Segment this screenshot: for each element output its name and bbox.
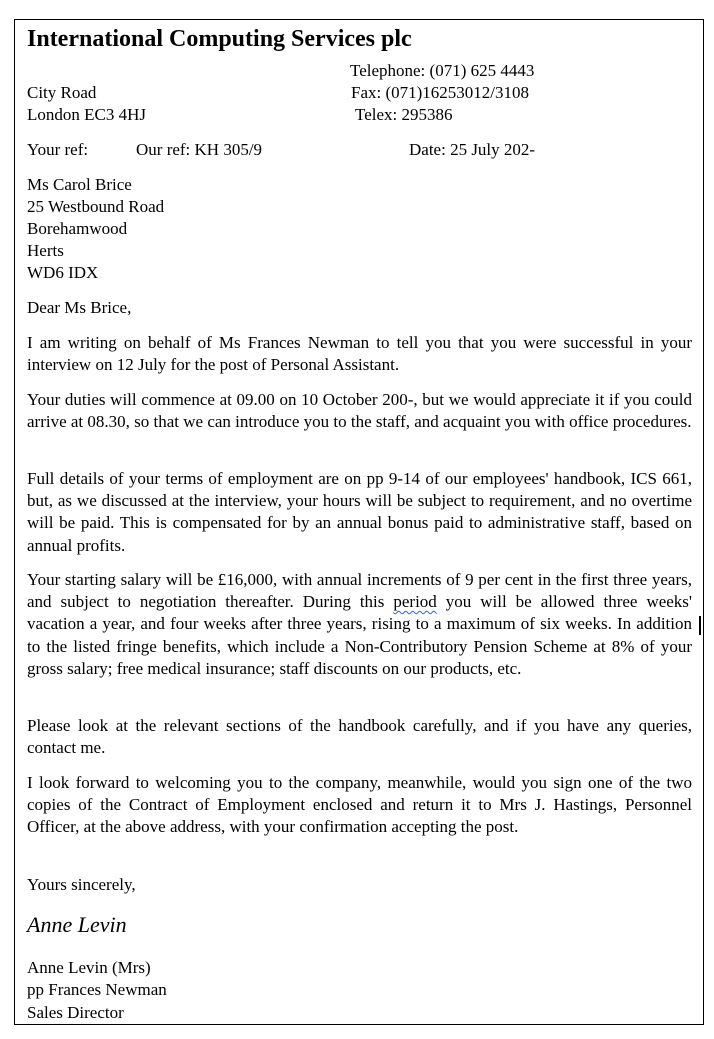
signature: Anne Levin <box>27 912 127 937</box>
paragraph-5: Please look at the relevant sections of the handbook carefully, and if you have any queries, contact me. <box>27 716 692 758</box>
paragraph-1: I am writing on behalf of Ms Frances Newman to tell you that you were successful in your interview on 12 July for the post of Personal Assistant. <box>27 333 692 375</box>
recipient-street: 25 Westbound Road <box>27 197 165 216</box>
paragraph-4-end: you will be allowed three weeks' vacation a year, and four weeks after three years, rising to a maximum of six weeks. In addition to the listed fringe benefits, which include a Non-Contributory Pension Scheme at 8% of your gross salary; free medical insurance; staff discounts on our products, etc. <box>27 592 692 678</box>
telex: Telex: 295386 <box>355 105 453 124</box>
paragraph-3: Full details of your terms of employment are on pp 9-14 of our employees' handbook, ICS 661, but, as we discussed at the interview, your hours will be subject to requirement, and no overtime will be paid. This is compensated for by an annual bonus paid to administrative staff, based on annual profits. <box>27 469 692 555</box>
fax: Fax: (071)16253012/3108 <box>351 83 530 102</box>
letter-page <box>14 19 704 1025</box>
our-ref: Our ref: KH 305/9 <box>136 140 263 159</box>
signatory-title: Sales Director <box>27 1003 124 1022</box>
company-name: International Computing Services plc <box>27 26 412 52</box>
text-cursor <box>699 616 701 635</box>
paragraph-6: I look forward to welcoming you to the company, meanwhile, would you sign one of the two copies of the Contract of Employment enclosed and return it to Mrs J. Hastings, Personnel Officer, at the above address, with your confirmation accepting the post. <box>27 773 692 837</box>
paragraph-4-start: Your starting salary will be £16,000, with annual increments of 9 per cent in the first three years, and subject to negotiation thereafter. During this <box>27 570 692 612</box>
recipient-town: Borehamwood <box>27 219 128 238</box>
address-city: London EC3 4HJ <box>27 105 146 124</box>
spelling-flag-word[interactable]: period <box>393 592 437 612</box>
recipient-postcode: WD6 IDX <box>27 263 99 282</box>
recipient-county: Herts <box>27 241 64 260</box>
recipient-name: Ms Carol Brice <box>27 175 132 194</box>
closing: Yours sincerely, <box>27 875 136 894</box>
your-ref: Your ref: <box>27 140 89 159</box>
signatory-name: Anne Levin (Mrs) <box>27 958 151 977</box>
paragraph-4 <box>27 569 692 680</box>
paragraph-2: Your duties will commence at 09.00 on 10 October 200-, but we would appreciate it if you could arrive at 08.30, so that we can introduce you to the staff, and acquaint you with office procedures. <box>27 390 692 432</box>
address-street: City Road <box>27 83 97 102</box>
salutation: Dear Ms Brice, <box>27 298 132 317</box>
telephone: Telephone: (071) 625 4443 <box>350 61 535 80</box>
letter-date: Date: 25 July 202- <box>409 140 536 159</box>
signatory-pp: pp Frances Newman <box>27 980 167 999</box>
